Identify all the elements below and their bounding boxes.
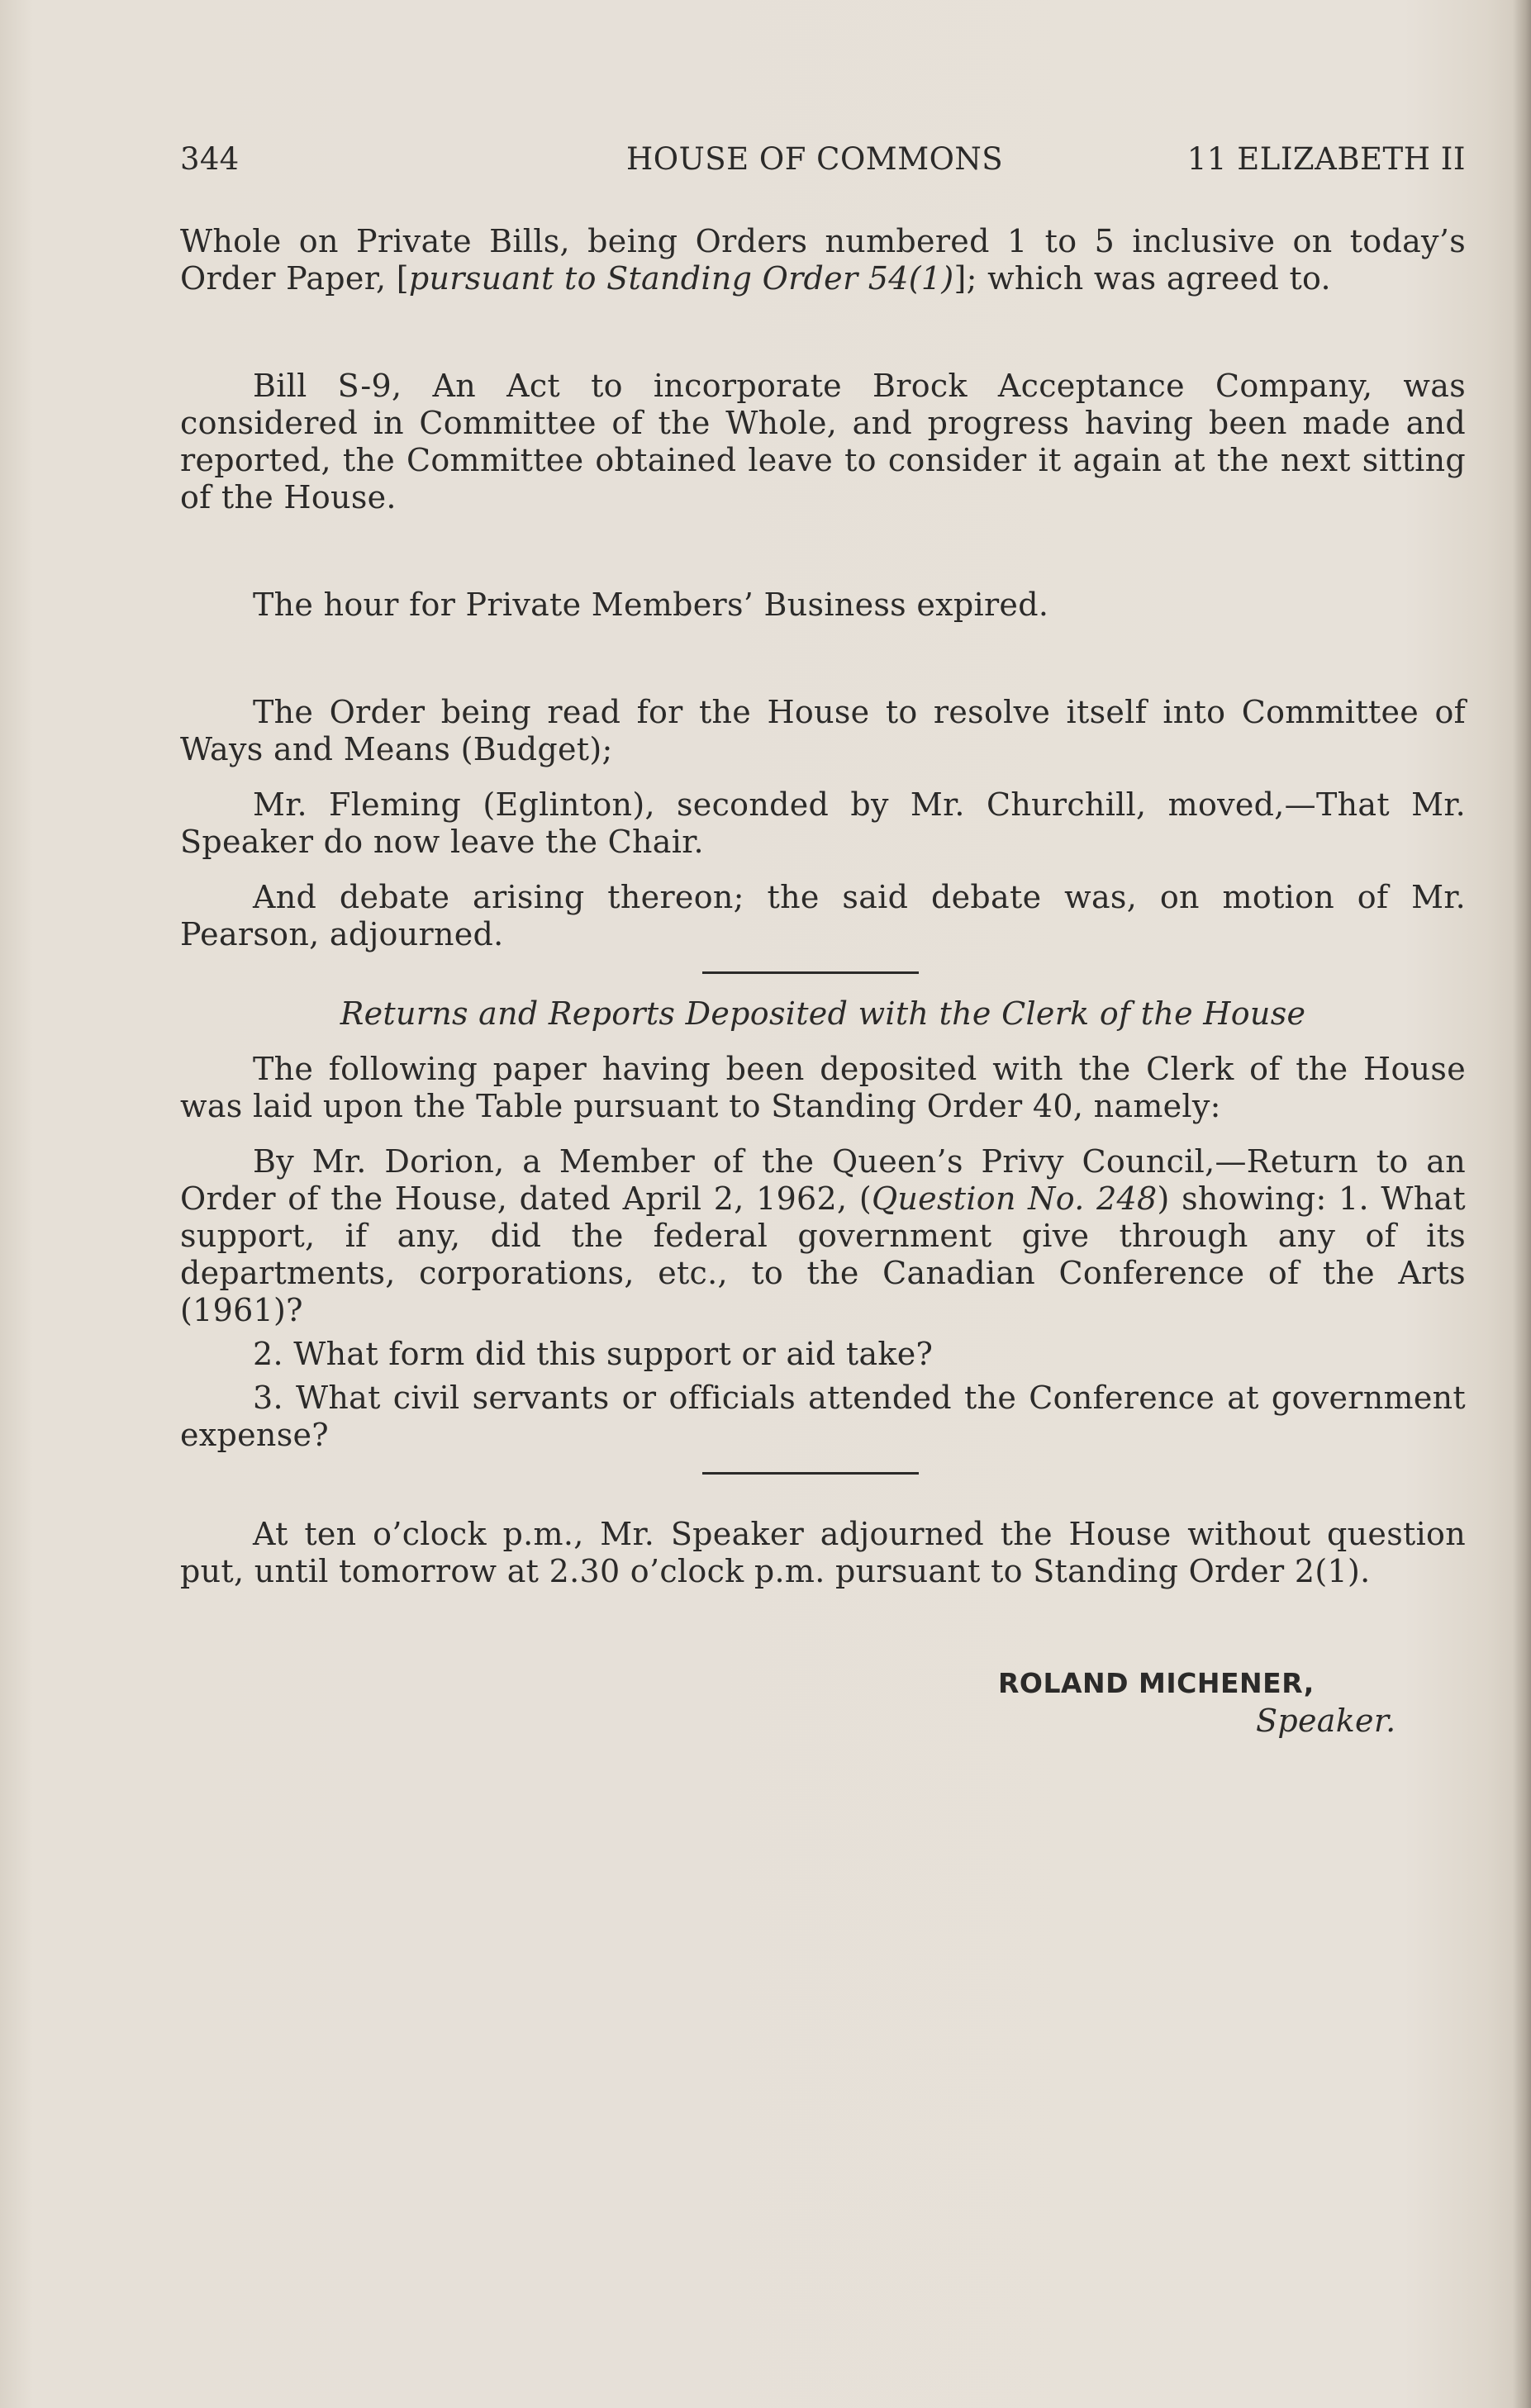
page-content — [180, 140, 1466, 1747]
running-header — [180, 140, 1466, 190]
paragraph-text: Whole on Private Bills, being Orders numbered 1 to 5 inclusive on today’s Order Paper, [ — [180, 223, 1466, 297]
paragraph-ways-and-means: The Order being read for the House to resolve itself into Committee of Ways and Means (Budget); — [180, 694, 1466, 767]
paragraph-private-bills — [180, 223, 1466, 297]
paragraph-text: By Mr. Dorion, a Member of the Queen’s Privy Council,—Return to an Order of the House, dated April 2, 1962, ( — [180, 1143, 1466, 1217]
paragraph-question-3: 3. What civil servants or officials attended the Conference at government expense? — [180, 1380, 1466, 1453]
header-regnal-year: 11 ELIZABETH II — [1186, 141, 1466, 177]
paragraph-paper-deposited: The following paper having been deposited with the Clerk of the House was laid upon the Table pursuant to Standing Order 40, namely: — [180, 1051, 1466, 1124]
paragraph-italic-question: Question No. 248 — [871, 1180, 1158, 1217]
paragraph-adjournment: At ten o’clock p.m., Mr. Speaker adjourned the House without question put, until tomorrow at 2.30 o’clock p.m. pursuant to Standing Order 2(1). — [180, 1516, 1466, 1589]
paragraph-text: ) showing: 1. What support, if any, did the federal government give through any of its departments, corporations, etc., to the Canadian Conference of the Arts (1961)? — [180, 1180, 1467, 1328]
section-divider — [702, 1472, 919, 1475]
page-edge-shadow — [1513, 0, 1531, 2408]
paragraph-debate-adjourned: And debate arising thereon; the said debate was, on motion of Mr. Pearson, adjourned. — [180, 879, 1466, 952]
section-title: Returns and Reports Deposited with the Clerk of the House — [340, 995, 1306, 1032]
paragraph-question-2: 2. What form did this support or aid take? — [253, 1336, 934, 1372]
page-number: 344 — [180, 141, 240, 177]
signature-title: Speaker. — [1256, 1703, 1396, 1739]
header-title: HOUSE OF COMMONS — [626, 141, 1004, 177]
paragraph-italic-citation: pursuant to Standing Order 54(1) — [408, 260, 954, 297]
section-divider — [702, 971, 919, 974]
paragraph-return — [180, 1143, 1466, 1329]
paragraph-motion: Mr. Fleming (Eglinton), seconded by Mr. Churchill, moved,—That Mr. Speaker do now leave the Chair. — [180, 786, 1466, 860]
signature-block — [180, 1665, 1466, 1747]
paragraph-private-members-business: The hour for Private Members’ Business expired. — [253, 587, 1049, 623]
paragraph-bill-s9: Bill S-9, An Act to incorporate Brock Acceptance Company, was considered in Committee of the Whole, and progress having been made and reported, the Committee obtained leave to consider it again at the next sitting of the House. — [180, 368, 1466, 515]
paragraph-text: ]; which was agreed to. — [953, 260, 1331, 297]
signature-name: ROLAND MICHENER, — [998, 1667, 1315, 1699]
